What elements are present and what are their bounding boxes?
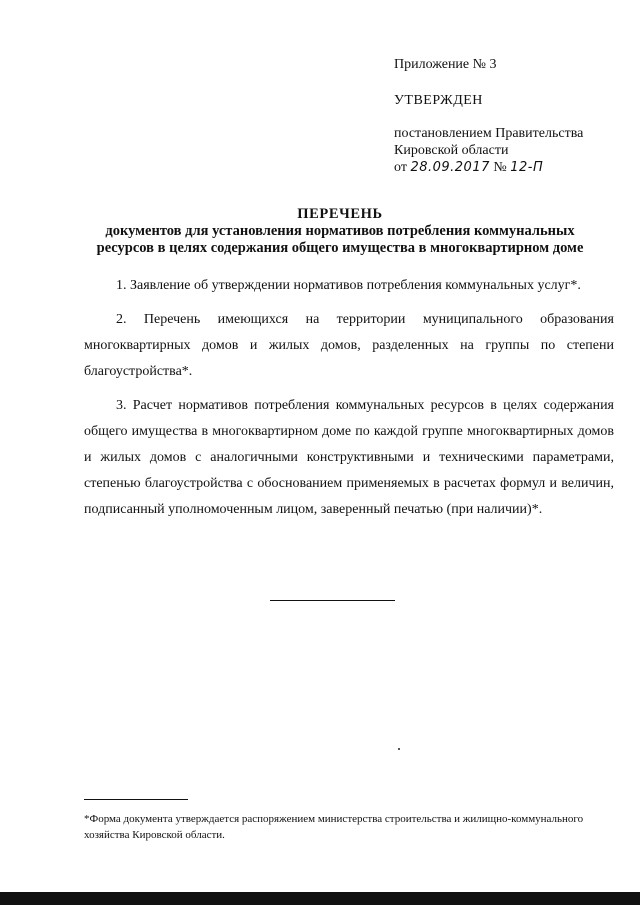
scan-bottom-edge bbox=[0, 892, 640, 905]
list-item-1: 1. Заявление об утверждении нормативов потребления коммунальных услуг*. bbox=[116, 278, 581, 293]
document-list bbox=[84, 273, 614, 531]
number-prefix: № bbox=[493, 160, 507, 175]
handwritten-date: 28.09.2017 bbox=[410, 160, 490, 175]
approved-label: УТВЕРЖДЕН bbox=[394, 93, 483, 108]
handwritten-number: 12-П bbox=[510, 160, 544, 175]
heading-title: ПЕРЕЧЕНЬ bbox=[297, 206, 383, 222]
scan-speck bbox=[398, 748, 400, 750]
footnote-rule bbox=[84, 799, 188, 800]
list-item-2: 2. Перечень имеющихся на территории муниципального образования многоквартирных домов и жилых домов, разделенных на группы по степени благоустройства*. bbox=[84, 312, 614, 379]
list-item-3: 3. Расчет нормативов потребления коммунальных ресурсов в целях содержания общего имущества в многоквартирном доме по каждой группе многоквартирных домов и жилых домов с аналогичными конструктивными и техническими параметрами, степенью благоустройства с обоснованием применяемых в расчетах формул и величин, подписанный уполномоченным лицом, заверенный печатью (при наличии)*. bbox=[84, 398, 614, 517]
heading-subtitle-line-1: документов для установления нормативов потребления коммунальных bbox=[105, 223, 575, 239]
resolution-date-line bbox=[394, 159, 543, 176]
heading-subtitle-line-2: ресурсов в целях содержания общего имущества в многоквартирном доме bbox=[96, 240, 584, 256]
document-heading bbox=[60, 206, 620, 257]
resolution-line-1: постановлением Правительства bbox=[394, 126, 584, 141]
appendix-label: Приложение № 3 bbox=[394, 57, 497, 72]
date-prefix: от bbox=[394, 160, 407, 175]
separator-line bbox=[270, 600, 395, 601]
resolution-line-2: Кировской области bbox=[394, 143, 509, 158]
footnote-text: *Форма документа утверждается распоряжением министерства строительства и жилищно-коммунального хозяйства Кировской области. bbox=[84, 813, 584, 841]
